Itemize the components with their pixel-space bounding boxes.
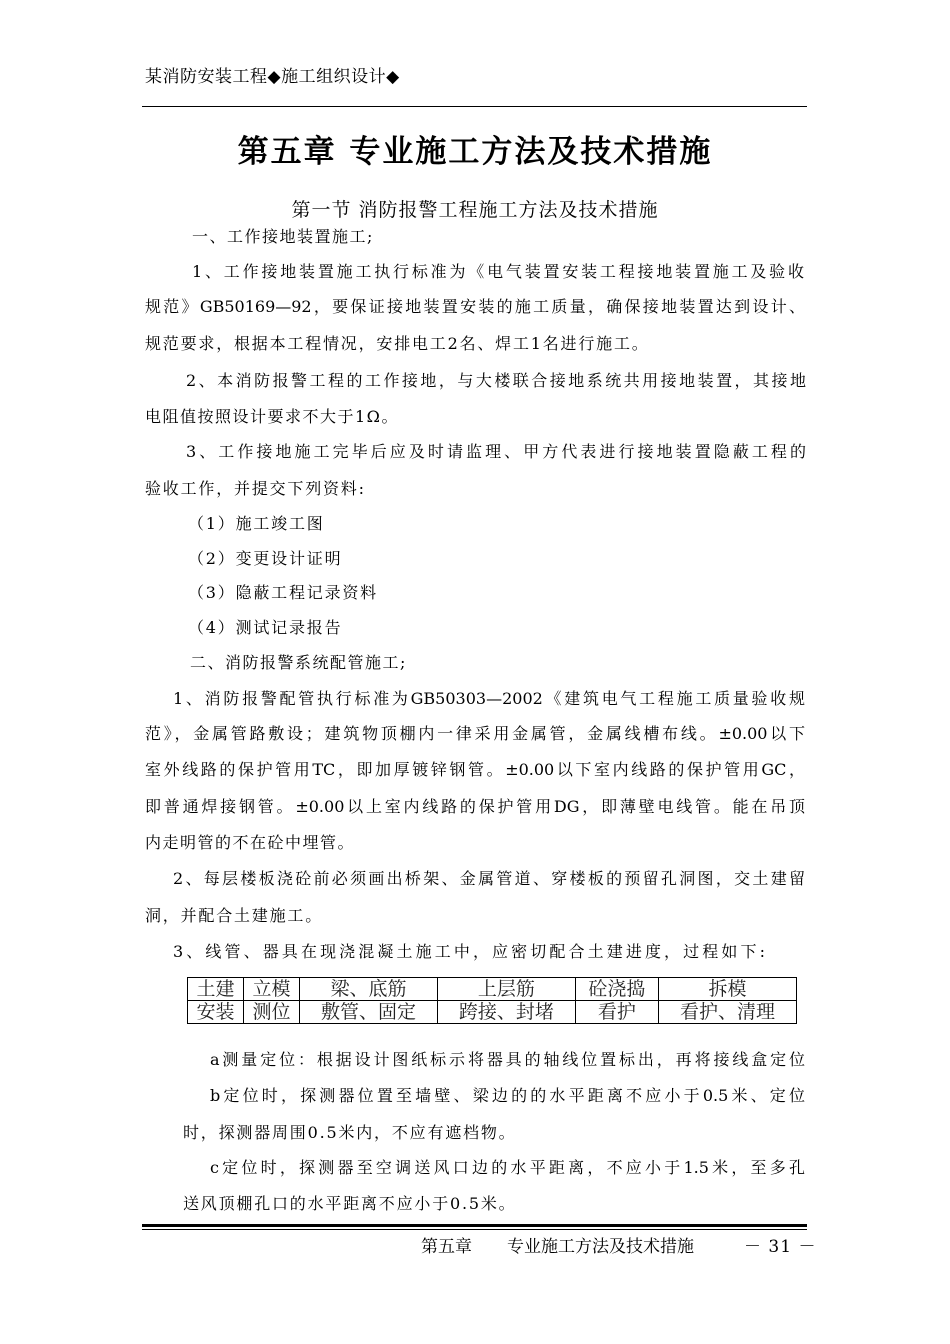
table-cell: 砼浇捣: [575, 978, 658, 1001]
footer-rule-thin: [142, 1229, 807, 1230]
paragraph-line: 时，探测器周围0.5米内，不应有遮档物。: [183, 1123, 517, 1142]
paragraph-line: 内走明管的不在砼中埋管。: [145, 833, 356, 852]
table-cell: 拆模: [659, 978, 797, 1001]
table-cell: 敷管、固定: [300, 1001, 438, 1024]
footer-chapter: 第五章: [421, 1237, 472, 1257]
heading-2: 二、消防报警系统配管施工;: [190, 653, 407, 672]
paragraph-line: 2、本消防报警工程的工作接地，与大楼联合接地系统共用接地装置，其接地: [186, 371, 806, 390]
list-item: （4）测试记录报告: [188, 618, 343, 637]
list-item: （1）施工竣工图: [188, 514, 325, 533]
table-cell: 跨接、封堵: [437, 1001, 575, 1024]
paragraph-line: 3、线管、器具在现浇混凝土施工中，应密切配合土建进度，过程如下:: [173, 942, 765, 961]
paragraph-line: 即普通焊接钢管。±0.00以上室内线路的保护管用DG，即薄壁电线管。能在吊顶: [145, 797, 805, 816]
paragraph-line: 规范》GB50169—92，要保证接地装置安装的施工质量，确保接地装置达到设计、: [145, 297, 805, 316]
section-title: 第一节 消防报警工程施工方法及技术措施: [291, 199, 659, 221]
paragraph-line: c定位时，探测器至空调送风口边的水平距离，不应小于1.5米，至多孔: [210, 1158, 805, 1177]
paragraph-line: 1、工作接地装置施工执行标准为《电气装置安装工程接地装置施工及验收: [192, 262, 804, 281]
table-row: [188, 1001, 797, 1024]
paragraph-line: b定位时，探测器位置至墙壁、梁边的的水平距离不应小于0.5米、定位: [210, 1086, 805, 1105]
chapter-title: 第五章 专业施工方法及技术措施: [237, 134, 713, 170]
table-cell: 安装: [188, 1001, 244, 1024]
paragraph-line: 1、消防报警配管执行标准为GB50303—2002《建筑电气工程施工质量验收规: [173, 689, 805, 708]
table-cell: 立模: [244, 978, 300, 1001]
paragraph-line: 室外线路的保护管用TC，即加厚镀锌钢管。±0.00以下室内线路的保护管用GC，: [145, 760, 805, 779]
table-cell: 看护、清理: [659, 1001, 797, 1024]
table-row: [188, 978, 797, 1001]
paragraph-line: 2、每层楼板浇砼前必须画出桥架、金属管道、穿楼板的预留孔洞图，交土建留: [173, 869, 805, 888]
paragraph-line: a测量定位：根据设计图纸标示将器具的轴线位置标出，再将接线盒定位: [210, 1050, 805, 1069]
process-table: [187, 977, 797, 1024]
table-cell: 土建: [188, 978, 244, 1001]
paragraph-line: 验收工作，并提交下列资料:: [145, 479, 366, 498]
header-rule: [142, 106, 807, 107]
paragraph-line: 范》，金属管路敷设；建筑物顶棚内一律采用金属管，金属线槽布线。±0.00以下: [145, 724, 805, 743]
table-cell: 梁、底筋: [300, 978, 438, 1001]
list-item: （2）变更设计证明: [188, 549, 343, 568]
paragraph-line: 3、工作接地施工完毕后应及时请监理、甲方代表进行接地装置隐蔽工程的: [186, 442, 806, 461]
heading-1: 一、工作接地装置施工;: [192, 227, 374, 246]
footer-title: 专业施工方法及技术措施: [507, 1237, 694, 1257]
paragraph-line: 送风顶棚孔口的水平距离不应小于0.5米。: [183, 1194, 517, 1213]
paragraph-line: 洞，并配合土建施工。: [145, 906, 324, 925]
paragraph-line: 电阻值按照设计要求不大于1Ω。: [145, 407, 399, 426]
page-header: 某消防安装工程◆施工组织设计◆: [145, 67, 400, 87]
table-cell: 上层筋: [437, 978, 575, 1001]
table-cell: 看护: [575, 1001, 658, 1024]
table-cell: 测位: [244, 1001, 300, 1024]
page-number: － 31 －: [744, 1237, 817, 1257]
list-item: （3）隐蔽工程记录资料: [188, 583, 378, 602]
paragraph-line: 规范要求，根据本工程情况，安排电工2名、焊工1名进行施工。: [145, 334, 650, 353]
footer-rule: [142, 1224, 807, 1227]
